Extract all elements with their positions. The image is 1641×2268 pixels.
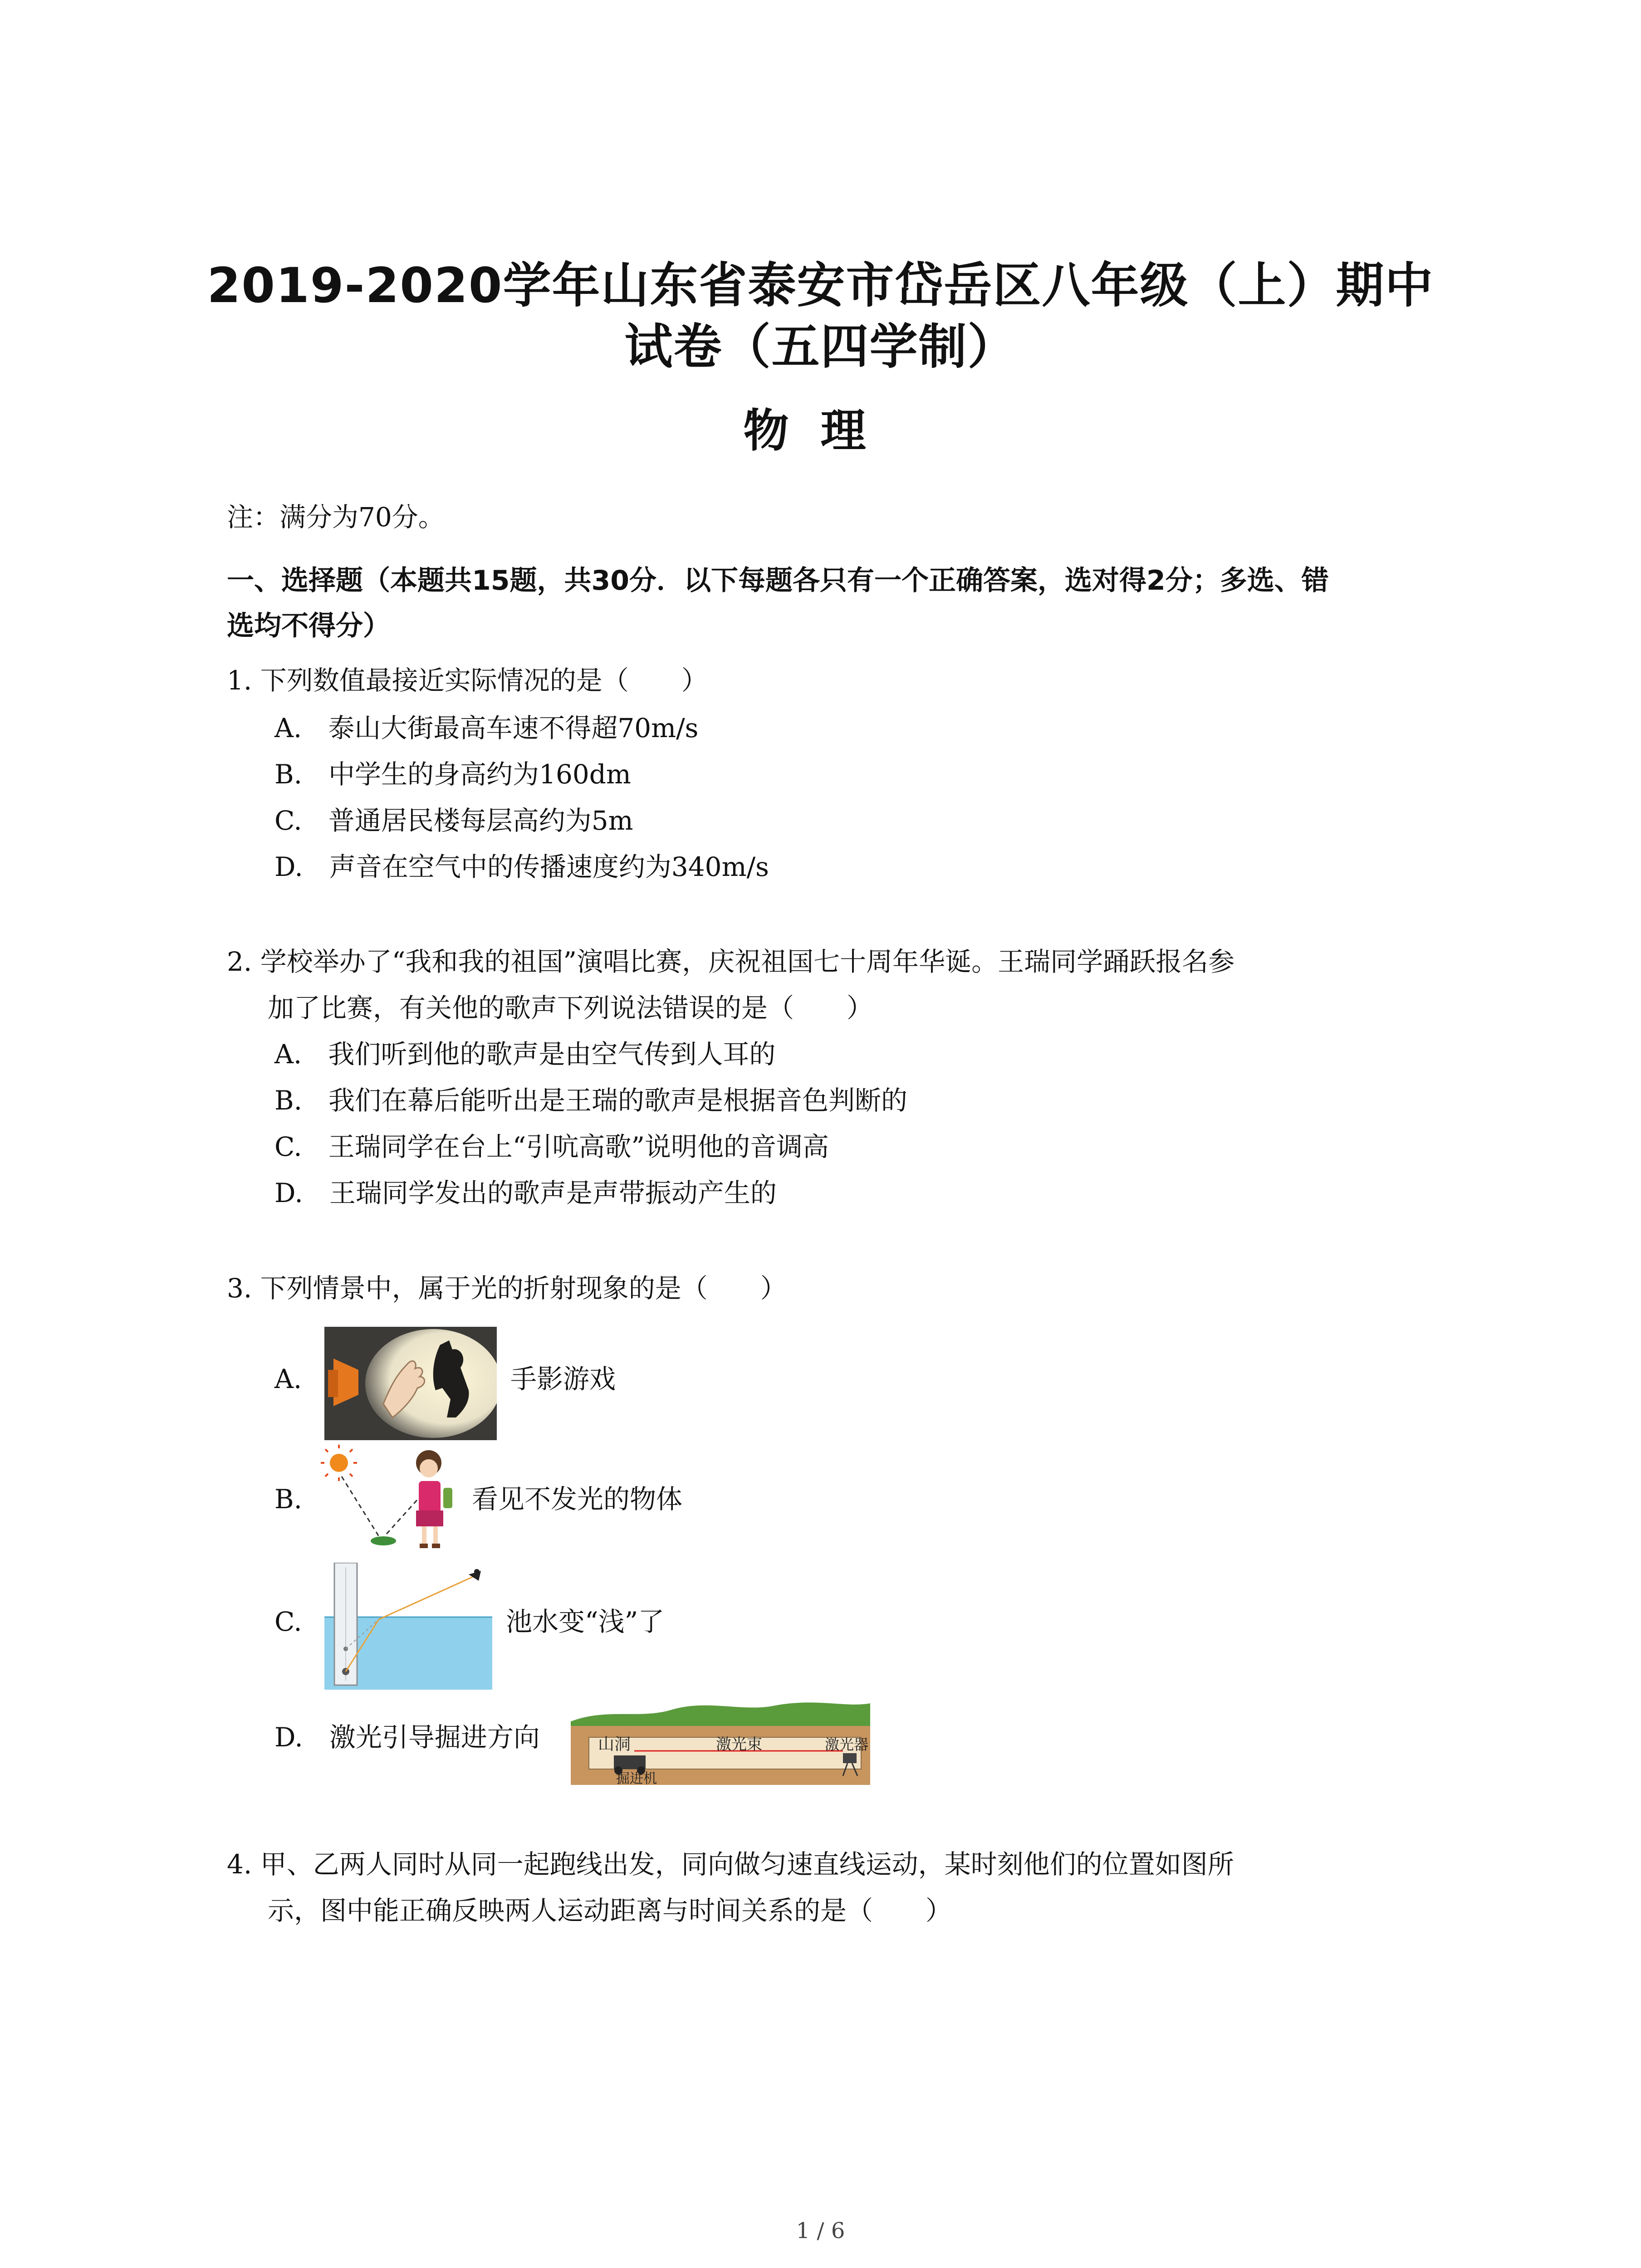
q1-option-a: A. 泰山大街最高车速不得超70m/s [274, 713, 699, 743]
laser-beam-label: 激光束 [716, 1735, 762, 1754]
laser-tunnel-illustration [571, 1694, 870, 1785]
laser-device-label: 激光器 [825, 1736, 869, 1753]
hand-shadow-illustration [324, 1327, 497, 1440]
q3-option-a-text: 手影游戏 [510, 1364, 616, 1394]
q3-option-c-letter: C. [274, 1606, 302, 1637]
q2-option-c: C. 王瑞同学在台上“引吭高歌”说明他的音调高 [274, 1131, 829, 1162]
q2-option-a: A. 我们听到他的歌声是由空气传到人耳的 [274, 1039, 776, 1070]
section-heading-line2: 选均不得分） [227, 610, 390, 642]
section-heading-line1: 一、选择题（本题共15题，共30分．以下每题各只有一个正确答案，选对得2分；多选、错 [227, 565, 1329, 596]
q2-option-d: D. 王瑞同学发出的歌声是声带振动产生的 [274, 1178, 777, 1208]
q1-option-c: C. 普通居民楼每层高约为5m [274, 805, 633, 836]
q1-stem: 1. 下列数值最接近实际情况的是（ ） [227, 665, 708, 696]
q2-stem-line2: 加了比赛，有关他的歌声下列说法错误的是（ ） [268, 992, 873, 1023]
q2-option-b: B. 我们在幕后能听出是王瑞的歌声是根据音色判断的 [274, 1085, 908, 1116]
tunneling-machine-label: 掘进机 [616, 1771, 657, 1785]
q3-option-d-text: D. 激光引导掘进方向 [274, 1722, 540, 1753]
seeing-object-illustration [320, 1445, 465, 1558]
q1-option-b: B. 中学生的身高约为160dm [274, 759, 631, 790]
score-note: 注：满分为70分。 [227, 502, 445, 533]
page-number: 1 / 6 [796, 2218, 845, 2244]
tunnel-label: 山洞 [598, 1735, 631, 1754]
pool-refraction-illustration [324, 1563, 492, 1690]
exam-title-line1: 2019-2020学年山东省泰安市岱岳区八年级（上）期中 [207, 258, 1434, 313]
q3-option-b-letter: B. [274, 1484, 303, 1515]
exam-title-line2: 试卷（五四学制） [624, 319, 1017, 375]
q2-stem-line1: 2. 学校举办了“我和我的祖国”演唱比赛，庆祝祖国七十周年华诞。王瑞同学踊跃报名参 [227, 946, 1235, 977]
q4-stem-line2: 示，图中能正确反映两人运动距离与时间关系的是（ ） [268, 1895, 952, 1926]
q4-stem-line1: 4. 甲、乙两人同时从同一起跑线出发，同向做匀速直线运动，某时刻他们的位置如图所 [227, 1849, 1234, 1880]
subject-heading: 物理 [743, 404, 898, 457]
q3-option-a-letter: A. [274, 1364, 302, 1394]
q3-option-c-text: 池水变“浅”了 [506, 1606, 665, 1637]
q3-option-b-text: 看见不发光的物体 [472, 1484, 683, 1515]
q1-option-d: D. 声音在空气中的传播速度约为340m/s [274, 851, 769, 882]
q3-stem: 3. 下列情景中，属于光的折射现象的是（ ） [227, 1273, 787, 1304]
